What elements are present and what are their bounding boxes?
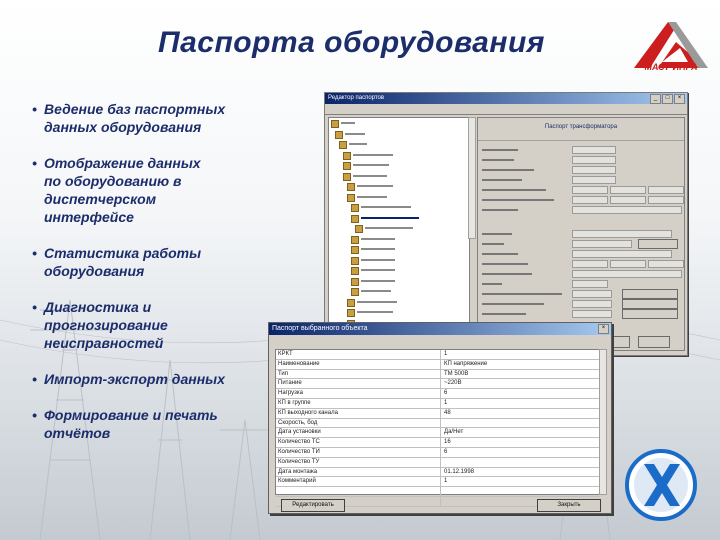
tree-node-label (361, 290, 391, 292)
folder-icon (347, 194, 355, 202)
property-field[interactable] (572, 300, 612, 308)
tree-node-label (361, 280, 395, 282)
bullet-item: • Диагностика и прогнозирование неисправностей (32, 299, 168, 351)
editor-title: Редактор паспортов (328, 95, 385, 101)
property-label (482, 243, 504, 245)
tree-node-label (365, 227, 413, 229)
folder-icon (343, 162, 351, 170)
row-label: Наименование (278, 360, 320, 367)
property-row (482, 146, 682, 155)
table-row[interactable] (276, 458, 600, 468)
property-field[interactable] (648, 196, 684, 204)
column-divider (440, 370, 441, 379)
property-field[interactable] (572, 310, 612, 318)
property-label (482, 199, 554, 201)
row-value[interactable]: Да/Нет (444, 429, 464, 436)
property-field[interactable] (572, 230, 672, 238)
table-row[interactable] (276, 428, 600, 438)
property-field[interactable] (572, 176, 616, 184)
property-field[interactable] (610, 186, 646, 194)
tree-node-label (353, 154, 393, 156)
tree-node[interactable] (329, 139, 469, 150)
property-row (482, 166, 682, 175)
property-field[interactable] (648, 260, 684, 268)
property-field[interactable] (572, 260, 608, 268)
row-label: КП в группе (278, 399, 311, 406)
property-row (482, 240, 682, 249)
close-window-button[interactable]: Закрыть (537, 499, 601, 512)
folder-icon (331, 120, 339, 128)
table-row[interactable] (276, 487, 600, 497)
row-label: Тип (278, 370, 289, 377)
selected-object-title: Паспорт выбранного объекта (272, 325, 368, 332)
table-row[interactable] (276, 419, 600, 429)
column-divider (440, 468, 441, 477)
row-value[interactable]: ~220В (444, 380, 462, 387)
column-divider (440, 438, 441, 447)
column-divider (440, 477, 441, 486)
passport-editor-window (324, 92, 688, 356)
tree-node-label (361, 269, 395, 271)
tree-node-label (349, 143, 367, 145)
editor-toolbar (325, 104, 687, 115)
property-field[interactable] (572, 250, 672, 258)
table-row[interactable] (276, 409, 600, 419)
tree-node[interactable] (329, 234, 469, 245)
tree-node-label (353, 175, 387, 177)
property-label (482, 273, 532, 275)
property-field[interactable] (572, 290, 612, 298)
table-row[interactable] (276, 389, 600, 399)
property-label (482, 233, 512, 235)
property-label (482, 283, 502, 285)
bullet-item: • Формирование и печать отчётов (32, 407, 218, 441)
property-field[interactable] (610, 196, 646, 204)
row-label: Дата установки (278, 429, 321, 436)
tree-node[interactable] (329, 202, 469, 213)
property-row (482, 176, 682, 185)
edit-button[interactable]: Редактировать (281, 499, 345, 512)
folder-icon (339, 141, 347, 149)
property-label (482, 263, 528, 265)
tree-node[interactable] (329, 276, 469, 287)
tree-node-label (357, 185, 393, 187)
tree-node-label (357, 301, 397, 303)
bullet-item: • Ведение баз паспортных данных оборудования (32, 101, 226, 135)
column-divider (440, 419, 441, 428)
tree-node[interactable] (329, 286, 469, 297)
column-divider (440, 399, 441, 408)
folder-icon (351, 246, 359, 254)
row-label: Количество ТИ (278, 448, 320, 455)
property-field[interactable] (648, 186, 684, 194)
row-label: Комментарий (278, 478, 316, 485)
logo-caption: МАСТ-ИПРА (644, 62, 698, 72)
row-value[interactable]: 1 (444, 478, 448, 485)
properties-panel (477, 117, 685, 351)
tree-node-label (361, 259, 395, 261)
property-field[interactable] (572, 186, 608, 194)
row-value[interactable]: 01.12.1998 (444, 468, 594, 478)
property-field[interactable] (572, 166, 616, 174)
table-row[interactable] (276, 448, 600, 458)
row-label: Дата монтажа (278, 468, 318, 475)
selected-object-titlebar (269, 323, 611, 335)
folder-icon (351, 267, 359, 275)
property-row (482, 186, 682, 195)
tree-node[interactable] (329, 160, 469, 171)
table-row[interactable] (276, 399, 600, 409)
folder-icon (343, 152, 351, 160)
tree-node-label (341, 122, 355, 124)
property-button[interactable] (622, 309, 678, 319)
table-row[interactable] (276, 438, 600, 448)
property-row (482, 300, 682, 309)
property-row (482, 260, 682, 269)
tree-node[interactable] (329, 192, 469, 203)
property-label (482, 189, 546, 191)
folder-icon (351, 204, 359, 212)
property-label (482, 293, 562, 295)
minimize-button[interactable]: _ (650, 94, 661, 104)
folder-icon (351, 278, 359, 286)
column-divider (440, 350, 441, 359)
column-divider (440, 428, 441, 437)
passport-grid (275, 349, 601, 495)
property-field[interactable] (572, 206, 682, 214)
row-label: Количество ТУ (278, 458, 320, 465)
property-label (482, 159, 514, 161)
tree-node-label (357, 196, 387, 198)
property-label (482, 313, 526, 315)
properties-title: Паспорт трансформатора (478, 118, 684, 141)
property-label (482, 253, 518, 255)
close-button[interactable]: × (674, 94, 685, 104)
property-field[interactable] (572, 280, 608, 288)
tree-node[interactable] (329, 213, 469, 224)
property-button[interactable] (622, 289, 678, 299)
row-label: КП выходного канала (278, 409, 338, 416)
tree-node-label (361, 206, 411, 208)
column-divider (440, 389, 441, 398)
folder-icon (351, 288, 359, 296)
property-label (482, 209, 518, 211)
property-label (482, 303, 544, 305)
table-row[interactable] (276, 477, 600, 487)
bullet-item: • Отображение данных по оборудованию в диспетчерском интерфейсе (32, 155, 201, 225)
table-row[interactable] (276, 350, 600, 360)
tree-node-label (361, 238, 395, 240)
folder-icon (347, 183, 355, 191)
editor-titlebar (325, 93, 687, 104)
equipment-tree[interactable] (328, 117, 470, 351)
property-row (482, 250, 682, 259)
tree-node[interactable] (329, 265, 469, 276)
tree-scrollbar[interactable] (468, 117, 476, 239)
property-label (482, 179, 522, 181)
property-label (482, 169, 534, 171)
property-row (482, 290, 682, 299)
bullet-item: • Статистика работы оборудования (32, 245, 202, 279)
tree-node-label (361, 217, 419, 219)
column-divider (440, 448, 441, 457)
row-label: Нагрузка (278, 390, 303, 397)
tree-node[interactable] (329, 129, 469, 140)
row-value[interactable]: 1 (444, 351, 448, 357)
table-row[interactable] (276, 370, 600, 380)
property-field[interactable] (572, 196, 608, 204)
column-divider (440, 409, 441, 418)
tree-node[interactable] (329, 244, 469, 255)
property-row (482, 206, 682, 215)
tree-node-label (353, 164, 389, 166)
column-divider (440, 487, 441, 496)
folder-icon (347, 309, 355, 317)
column-divider (440, 379, 441, 388)
column-divider (440, 360, 441, 369)
property-row (482, 310, 682, 319)
property-row (482, 280, 682, 289)
property-field[interactable] (610, 260, 646, 268)
folder-icon (335, 131, 343, 139)
row-value[interactable]: ТМ 500В (444, 370, 469, 377)
grid-scrollbar[interactable] (599, 349, 607, 495)
property-button[interactable] (622, 299, 678, 309)
tree-node[interactable] (329, 297, 469, 308)
tree-node[interactable] (329, 223, 469, 234)
row-label: КРКТ (278, 351, 293, 357)
property-field[interactable] (572, 240, 632, 248)
row-value[interactable]: 16 (444, 439, 451, 446)
tree-node[interactable] (329, 307, 469, 318)
folder-icon (351, 257, 359, 265)
table-row[interactable] (276, 379, 600, 389)
bullet-list (32, 100, 272, 460)
column-divider (440, 497, 441, 506)
property-row (482, 270, 682, 279)
tree-node[interactable] (329, 171, 469, 182)
property-field[interactable] (572, 270, 682, 278)
tree-node[interactable] (329, 118, 469, 129)
tree-node-label (361, 248, 395, 250)
row-label: Скорость, бод (278, 419, 318, 426)
tree-node[interactable] (329, 181, 469, 192)
folder-icon (347, 299, 355, 307)
table-row[interactable] (276, 468, 600, 478)
row-label: Количество ТС (278, 439, 320, 446)
folder-icon (351, 215, 359, 223)
column-divider (440, 458, 441, 467)
tree-node[interactable] (329, 255, 469, 266)
row-label: Питание (278, 380, 302, 387)
row-value[interactable]: КП напряжение (444, 360, 488, 367)
property-field[interactable] (572, 156, 616, 164)
tree-node-label (345, 133, 365, 135)
folder-icon (351, 236, 359, 244)
row-value[interactable]: 6 (444, 390, 448, 397)
folder-icon (343, 173, 351, 181)
maximize-button[interactable]: □ (662, 94, 673, 104)
x-logo-icon (624, 448, 698, 522)
selected-object-window (268, 322, 612, 514)
row-value[interactable]: 1 (444, 399, 448, 406)
property-row (482, 156, 682, 165)
slide-title: Паспорта оборудования (158, 26, 545, 59)
tree-node[interactable] (329, 150, 469, 161)
bullet-item: • Импорт-экспорт данных (32, 371, 225, 387)
close-button[interactable]: × (598, 324, 609, 334)
property-field[interactable] (572, 146, 616, 154)
tree-node-label (357, 311, 393, 313)
row-value[interactable]: 48 (444, 409, 451, 416)
property-label (482, 149, 518, 151)
property-button[interactable] (638, 239, 678, 249)
folder-icon (355, 225, 363, 233)
table-row[interactable] (276, 360, 600, 370)
property-row (482, 196, 682, 205)
property-row (482, 230, 682, 239)
dialog-button[interactable] (638, 336, 670, 348)
row-value[interactable]: 6 (444, 448, 448, 455)
